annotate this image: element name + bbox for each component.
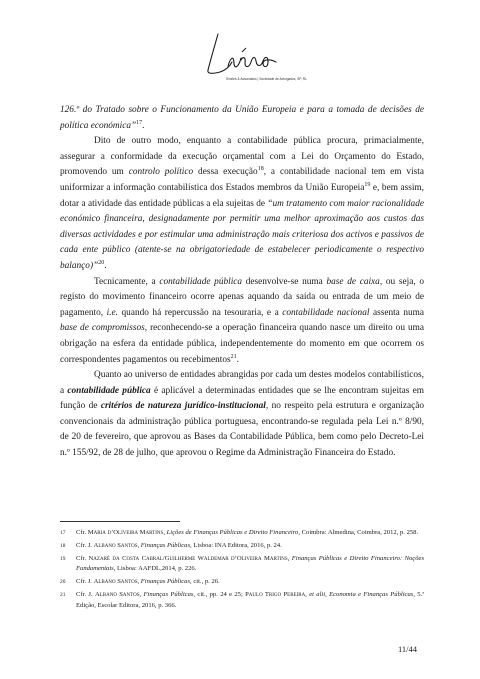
paragraph-3: Quanto ao universo de entidades abrangidas por cada um destes modelos contabilísticos, a contabilidade pública é aplicável a determinadas entidades que se lhe encontram sujeitas em função de critérios de natureza jurídico-institucional, no respeito pela estrutura e organização convencionais da administração pública portuguesa, encontrando-se regulada pela Lei n.º 8/90, de 20 de fevereiro, que aprovou as Bases da Contabilidade Pública, bem como pelo Decreto-Lei n.º 155/92, de 28 de julho, que aprovou o Regime da Administração Financeira do Estado.	[60, 370, 425, 459]
footnote-18: 18 Cfr. J. Albano Santos, Finanças Públicas, Lisboa: INA Editora, 2016, p. 24.	[60, 542, 282, 549]
footnote-separator	[60, 521, 180, 522]
footnote-ref[interactable]: 17	[136, 119, 143, 126]
footnote-21: 21 Cfr. J. Albano Santos, Finanças Públicas, cit., pp. 24 e 25; Paulo Trigo Pereira, et alii, Economia e Finanças Públicas, 5.ª Edição, Escolar Editora, 2016, p. 366.	[60, 591, 425, 609]
footnotes	[60, 528, 424, 614]
paragraph-continuation: 126.º do Tratado sobre o Funcionamento da União Europeia e para a tomada de decisões de política económica”$^{17}$.	[60, 105, 424, 131]
footnote-20: 20 Cfr. J. Albano Santos, Finanças Públicas, cit., p. 26.	[60, 578, 220, 586]
logo-signature-icon	[204, 26, 294, 80]
footnote-ref[interactable]: 19	[364, 181, 371, 188]
footnote-ref[interactable]: 21	[230, 353, 237, 360]
logo-subtitle: Simões & Associados | Sociedade de Advogados, SP, RL	[226, 77, 307, 81]
footnote-ref[interactable]: 20	[98, 259, 105, 266]
footnote-19: 19 Cfr. Nazaré da Costa Cabral/Guilherme Waldemar d’Oliveira Martins, Finanças Públicas e Direito Financeiro: Noções Fundamentais, Lisboa: AAFDL,2014, p. 226.	[60, 555, 425, 573]
paragraph-1: Dito de outro modo, enquanto a contabilidade pública procura, primacialmente, assegurar a conformidade da execução orçamental com a Lei do Orçamento do Estado, promovendo um controlo político dessa execução$^{18}$, a contabilidade nacional tem em vista uniformizar a informação contabilística dos Estados membros da União Europeia$^{19}$ e, bem assim, dotar a atividade das entidade públicas a ela sujeitas de “um tratamento com maior racionalidade económico financeira, designadamente por permitir uma melhor aproximação aos custos das diversas actividades e por estimular uma administração mais criteriosa dos activos e passivos de cada ente público (atente-se na obrigatoriedade de estabelecer periodicamente o respectivo balanço)”$^{20}$.	[60, 136, 424, 271]
footnote-17: 17 Cfr. Maria d’Oliveira Martins, Lições de Finanças Públicas e Direito Financeiro, Coimbra: Almedina, Coimbra, 2012, p. 258.	[60, 529, 419, 536]
footnote-ref[interactable]: 18	[257, 166, 264, 173]
page-number: 11/44	[398, 644, 418, 654]
paragraph-2: Tecnicamente, a contabilidade pública desenvolve-se numa base de caixa, ou seja, o registo do movimento financeiro ocorre apenas aquando da saída ou entrada de um meio de pagamento, i.e. quando há repercussão na tesouraria, e a contabilidade nacional assenta numa base de compromissos, reconhecendo-se a operação financeira quando nasce um direito ou uma obrigação na esfera da entidade pública, independentemente do momento em que ocorrem os correspondentes pagamentos ou recebimentos$^{21}$.	[60, 276, 424, 365]
document-body	[60, 103, 424, 462]
